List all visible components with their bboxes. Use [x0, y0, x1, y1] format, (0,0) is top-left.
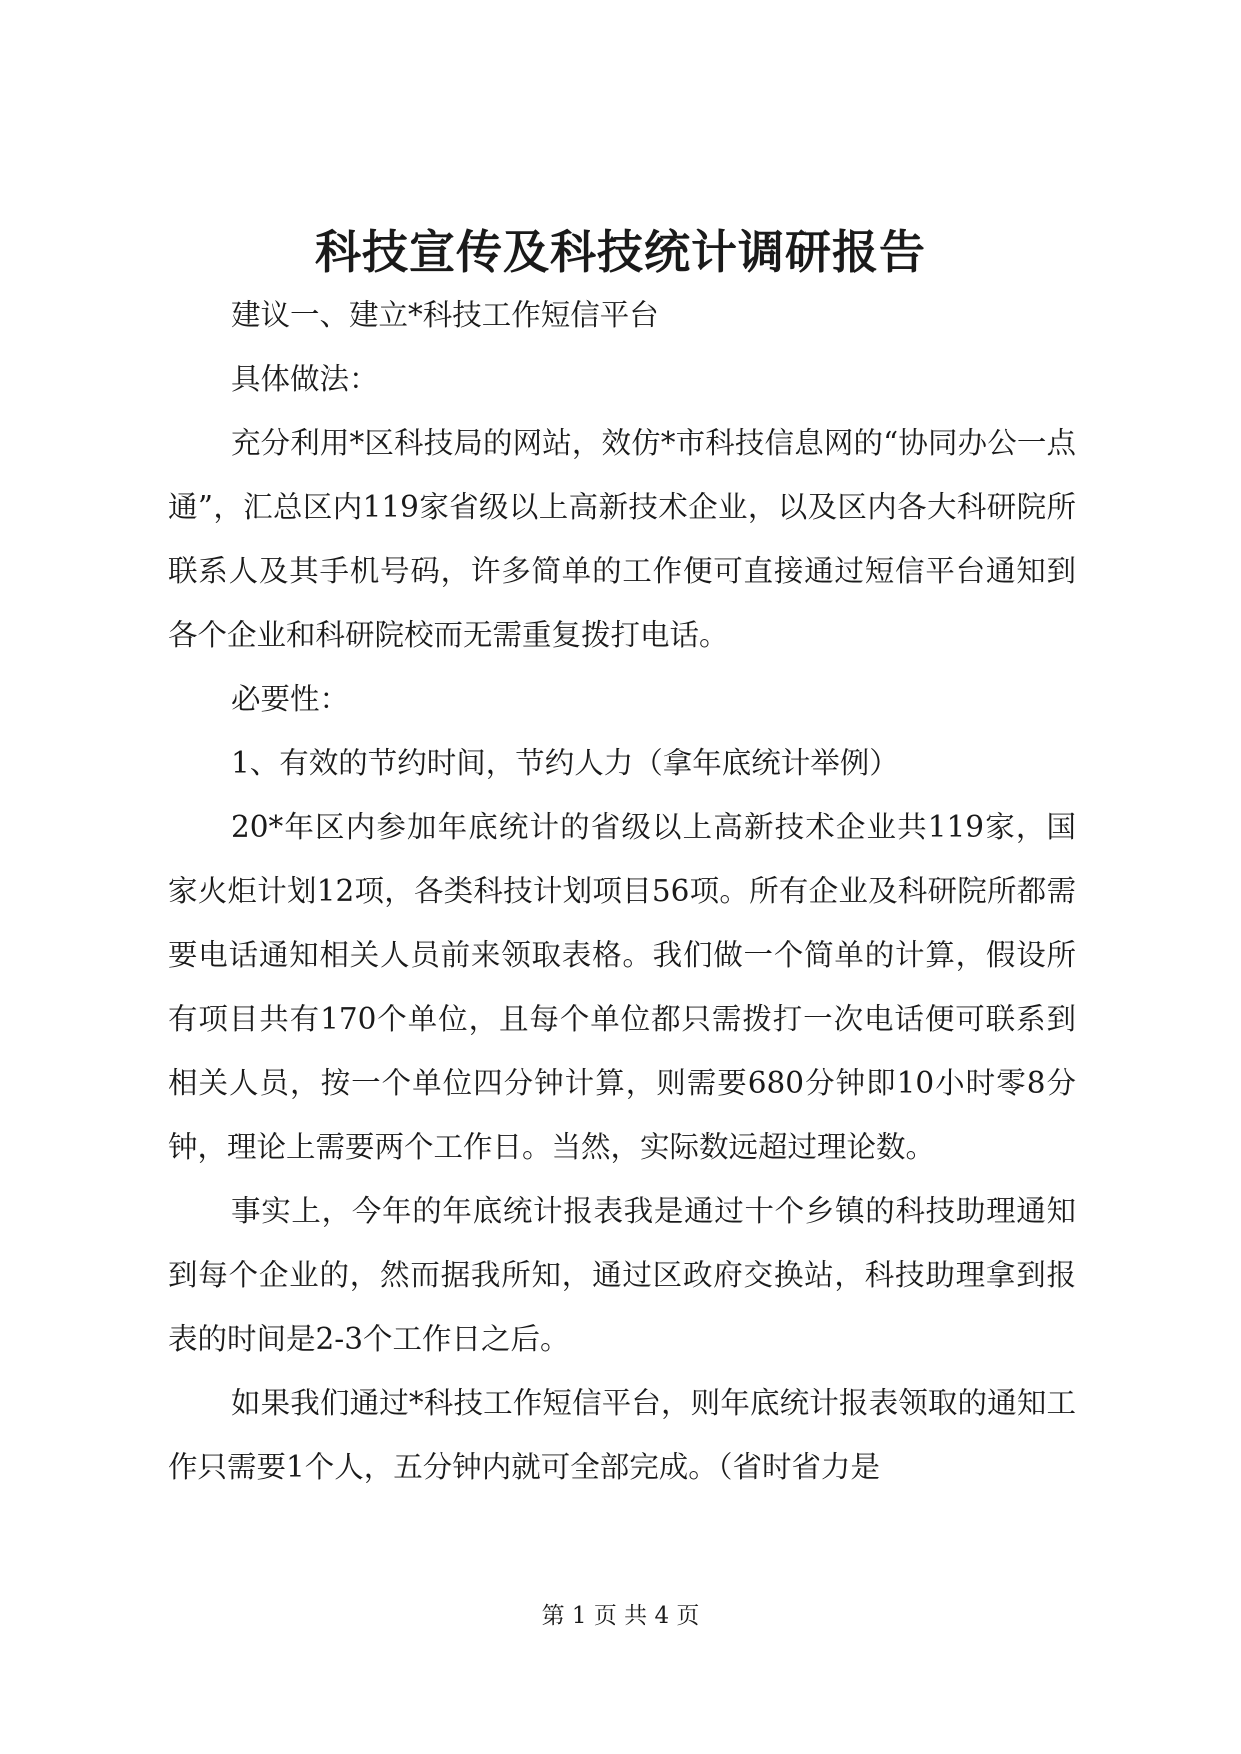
document-body [168, 283, 1076, 1499]
document-title: 科技宣传及科技统计调研报告 [315, 225, 926, 279]
paragraph-fact: 事实上，今年的年底统计报表我是通过十个乡镇的科技助理通知到每个企业的，然而据我所知，通过区政府交换站，科技助理拿到报表的时间是2-3个工作日之后。 [168, 1194, 1076, 1356]
page-number-footer: 第 1 页 共 4 页 [541, 1603, 700, 1629]
paragraph-necessity-heading: 必要性： [231, 682, 350, 716]
paragraph-statistics: 20*年区内参加年底统计的省级以上高新技术企业共119家，国家火炬计划12项，各类科技计划项目56项。所有企业及科研院所都需要电话通知相关人员前来领取表格。我们做一个简单的计算，假设所有项目共有170个单位，且每个单位都只需拨打一次电话便可联系到相关人员，按一个单位四分钟计算，则需要680分钟即10小时零8分钟，理论上需要两个工作日。当然，实际数远超过理论数。 [168, 810, 1076, 1164]
paragraph-suggestion-heading: 建议一、建立*科技工作短信平台 [231, 298, 659, 332]
paragraph-point-one: 1、有效的节约时间，节约人力（拿年底统计举例） [231, 746, 899, 780]
paragraph-method-body: 充分利用*区科技局的网站，效仿*市科技信息网的“协同办公一点通”，汇总区内119家省级以上高新技术企业，以及区内各大科研院所联系人及其手机号码，许多简单的工作便可直接通过短信平台通知到各个企业和科研院校而无需重复拨打电话。 [168, 426, 1076, 652]
paragraph-sms-platform: 如果我们通过*科技工作短信平台，则年底统计报表领取的通知工作只需要1个人，五分钟内就可全部完成。（省时省力是 [168, 1386, 1076, 1484]
paragraph-method-heading: 具体做法： [231, 362, 379, 396]
